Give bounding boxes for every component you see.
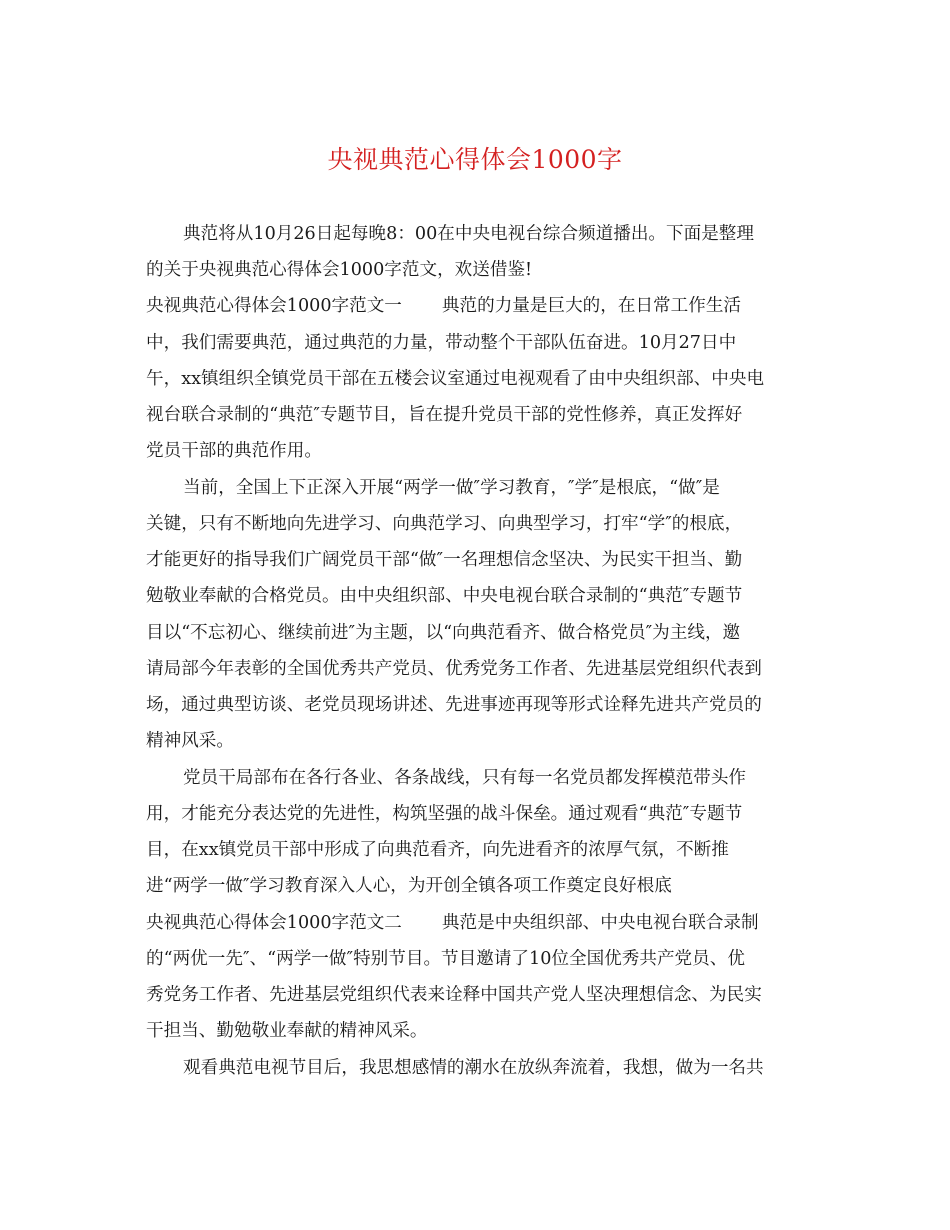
text-line: 典范是中央组织部、中央电视台联合录制 (441, 913, 759, 933)
text-line: 目，在xx镇党员干部中形成了向典范看齐，向先进看齐的浓厚气氛，不断推 (146, 840, 729, 860)
text-line: 中，我们需要典范，通过典范的力量，带动整个干部队伍奋进。10月27日中 (146, 333, 737, 353)
section-heading-line (146, 911, 806, 935)
text-line: 视台联合录制的“典范″专题节目，旨在提升党员干部的党性修养，真正发挥好 (146, 405, 743, 425)
text-line: 请局部今年表彰的全国优秀共产党员、优秀党务工作者、先进基层党组织代表到 (146, 659, 762, 679)
text-line: 才能更好的指导我们广阔党员干部“做″一名理想信念坚决、为民实干担当、勤 (146, 550, 743, 570)
text-line: 观看典范电视节目后，我思想感情的潮水在放纵奔流着，我想，做为一名共 (183, 1058, 764, 1078)
section-heading-2: 央视典范心得体会1000字范文二 (146, 913, 402, 933)
text-line: 精神风采。 (146, 731, 234, 751)
text-line: 关键，只有不断地向先进学习、向典范学习、向典型学习，打牢“学″的根底， (146, 514, 743, 534)
text-line: 党员干部的典范作用。 (146, 441, 322, 461)
text-line: 典范的力量是巨大的，在日常工作生活 (441, 296, 742, 316)
text-line: 目以“不忘初心、继续前进″为主题，以“向典范看齐、做合格党员″为主线，邀 (146, 623, 741, 643)
text-line: 勉敬业奉献的合格党员。由中央组织部、中央电视台联合录制的“典范″专题节 (146, 586, 743, 606)
text-line: 午，xx镇组织全镇党员干部在五楼会议室通过电视观看了由中央组织部、中央电 (146, 369, 765, 389)
text-line: 干担当、勤勉敬业奉献的精神风采。 (146, 1021, 428, 1041)
text-line: 党员干局部布在各行各业、各条战线，只有每一名党员都发挥模范带头作 (183, 768, 747, 788)
section-heading-1: 央视典范心得体会1000字范文一 (146, 296, 402, 316)
text-line: 秀党务工作者、先进基层党组织代表来诠释中国共产党人坚决理想信念、为民实 (146, 985, 762, 1005)
text-line: 进“两学一做″学习教育深入人心，为开创全镇各项工作奠定良好根底 (146, 876, 672, 896)
text-line: 场，通过典型访谈、老党员现场讲述、先进事迹再现等形式诠释先进共产党员的 (146, 695, 762, 715)
section-heading-line (146, 294, 806, 318)
text-line: 的关于央视典范心得体会1000字范文，欢送借鉴! (146, 260, 533, 280)
document-title: 央视典范心得体会1000字 (327, 145, 623, 174)
text-line: 用，才能充分表达党的先进性，构筑坚强的战斗保垒。通过观看“典范″专题节 (146, 804, 743, 824)
text-line: 的“两优一先″、“两学一做″特别节目。节目邀请了10位全国优秀共产党员、优 (146, 949, 745, 969)
text-line: 典范将从10月26日起每晚8：00在中央电视台综合频道播出。下面是整理 (183, 224, 754, 244)
text-line: 当前，全国上下正深入开展“两学一做″学习教育，″学″是根底，“做″是 (183, 478, 720, 498)
